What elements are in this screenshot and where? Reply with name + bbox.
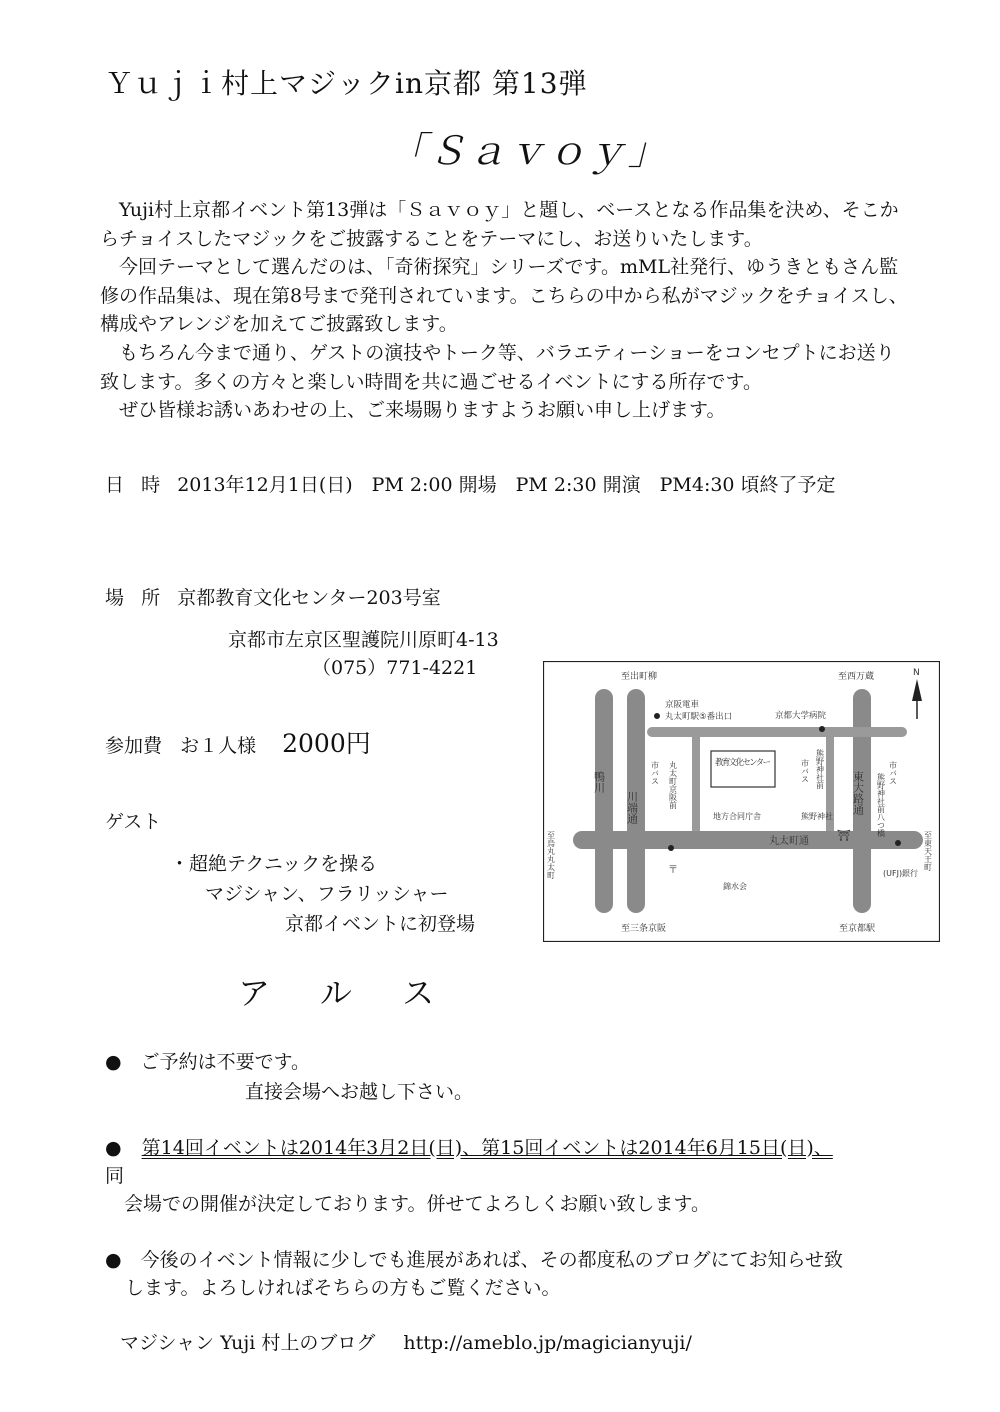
intro-paragraph-3: もちろん今まで通り、ゲストの演技やトーク等、バラエティーショーをコンセプトにお送り致します。多くの方々と楽しい時間を共に過ごせるイベントにする所存です。 — [100, 341, 895, 393]
map-bus-stop-icon — [819, 726, 825, 732]
note-2-bullet: ● — [105, 1137, 122, 1159]
venue-phone: （075）771-4221 — [312, 657, 478, 679]
map-center-building — [711, 751, 775, 787]
note-3-line-2: します。よろしければそちらの方もご覧ください。 — [125, 1277, 561, 1299]
intro-paragraph-1: Yuji村上京都イベント第13弾は「Ｓａｖｏｙ」と題し、ベースとなる作品集を決め、そこからチョイスしたマジックをご披露することをテーマにし、お送りいたします。 — [100, 199, 899, 250]
note-3-line-1: ● 今後のイベント情報に少しでも進展があれば、その都度私のブログにてお知らせ致 — [105, 1249, 844, 1271]
event-subtitle: 「Ｓａｖｏｙ」 — [388, 129, 669, 173]
fee-label: 参加費 — [105, 735, 163, 757]
note-2-text: 第14回イベントは2014年3月2日(日)、第15回イベントは2014年6月15日(日)、 — [141, 1137, 833, 1159]
venue-address: 京都市左京区聖護院川原町4-13 — [228, 629, 499, 651]
map-north-label: N — [913, 668, 920, 678]
intro-text — [100, 196, 910, 425]
fee-amount: 2000円 — [282, 729, 371, 758]
map-kamogawa-river — [592, 689, 613, 913]
map-kumano-mae: 熊野神社前 — [815, 749, 825, 789]
map-to-kyotoeki: 至京都駅 — [839, 924, 876, 934]
map-marutamachi-keihan: 丸太町京阪前 — [668, 761, 678, 809]
note-1-line-1: ● ご予約は不要です。 — [105, 1051, 311, 1073]
venue-label: 場所 — [105, 587, 178, 609]
map-station-icon — [654, 713, 660, 719]
map-ufj: (UFJ)銀行 — [883, 869, 919, 878]
map-kumano-yatsu: 熊野神社前八つ橋 — [876, 773, 886, 837]
blog-label: マジシャン Yuji 村上のブログ — [120, 1332, 376, 1354]
map-kumano: 熊野神社 — [801, 812, 833, 821]
map-marutamachi-street — [573, 831, 923, 849]
blog-url[interactable]: http://ameblo.jp/magicianyuji/ — [403, 1332, 692, 1354]
map-goudou: 地方合同庁舎 — [713, 812, 761, 821]
datetime-value: 2013年12月1日(日) PM 2:00 開場 PM 2:30 開演 PM4:30 頃終了予定 — [177, 474, 836, 496]
guest-line-3: 京都イベントに初登場 — [285, 913, 476, 935]
map-center-label: 教育文化センター — [715, 758, 771, 768]
map-marutamachi-label: 丸太町通 — [769, 836, 809, 847]
map-to-sanjo: 至三条京阪 — [621, 924, 667, 934]
intro-paragraph-2: 今回テーマとして選んだのは、「奇術探究」シリーズです。mML社発行、ゆうきともさん監修の作品集は、現在第8号まで発刊されています。こちらの中から私がマジックをチョイスし、構成やアレンジを加えてご披露致します。 — [100, 256, 908, 336]
map-kamogawa-label: 鴨川 — [592, 771, 606, 793]
blog-row — [120, 1328, 692, 1358]
map-post-icon: 〒 — [668, 865, 678, 876]
map-hospital: 京都大学病院 — [775, 711, 827, 721]
map-keihan: 京阪電車 — [665, 700, 700, 710]
map-soseikai: 錦水会 — [723, 882, 747, 891]
note-2-line-2: 会場での開催が決定しております。併せてよろしくお願い致します。 — [124, 1193, 710, 1215]
map-bus-stop-icon — [668, 845, 674, 851]
map-bus-1: 市バス — [650, 761, 660, 785]
event-title: Ｙｕｊｉ村上マジックin京都 第13弾 — [105, 67, 588, 100]
venue-row — [105, 583, 441, 610]
note-2-line-1 — [105, 1133, 833, 1163]
fee-row — [105, 724, 371, 760]
guest-line-1: ・超絶テクニックを操る — [170, 853, 378, 875]
fee-per: お１人様 — [180, 735, 257, 757]
map-kawabata-label: 川端通 — [625, 791, 639, 824]
guest-name: アルス — [238, 974, 486, 1012]
intro-paragraph-4: ぜひ皆様お誘いあわせの上、ご来場賜りますようお願い申し上げます。 — [119, 399, 726, 422]
map-higashioji-label: 東大路通 — [851, 771, 865, 815]
map-bus-stop-icon — [895, 840, 901, 846]
map-bus-2: 市バス — [800, 759, 810, 783]
map-exit: 丸太町駅⑤番出口 — [665, 712, 733, 722]
map-to-karasuma: 至烏丸丸太町 — [546, 831, 556, 879]
guest-label: ゲスト — [105, 811, 162, 833]
map-side-road-1 — [692, 737, 700, 831]
datetime-row — [105, 470, 836, 497]
map-upper-road — [647, 727, 907, 737]
map-to-higashitenno: 至東天王町 — [923, 831, 933, 871]
note-2-same: 同 — [105, 1165, 125, 1187]
venue-map — [543, 661, 940, 942]
map-to-nishimangama: 至西万蔵 — [838, 672, 875, 682]
note-1-line-2: 直接会場へお越し下さい。 — [245, 1081, 474, 1103]
map-torii-icon: ⛩ — [837, 829, 851, 842]
venue-name: 京都教育文化センター203号室 — [177, 587, 441, 609]
map-bus-3: 市バス — [888, 761, 898, 785]
map-to-demachi: 至出町柳 — [621, 672, 658, 682]
guest-line-2: マジシャン、フラリッシャー — [205, 883, 449, 905]
datetime-label: 日時 — [105, 474, 178, 496]
